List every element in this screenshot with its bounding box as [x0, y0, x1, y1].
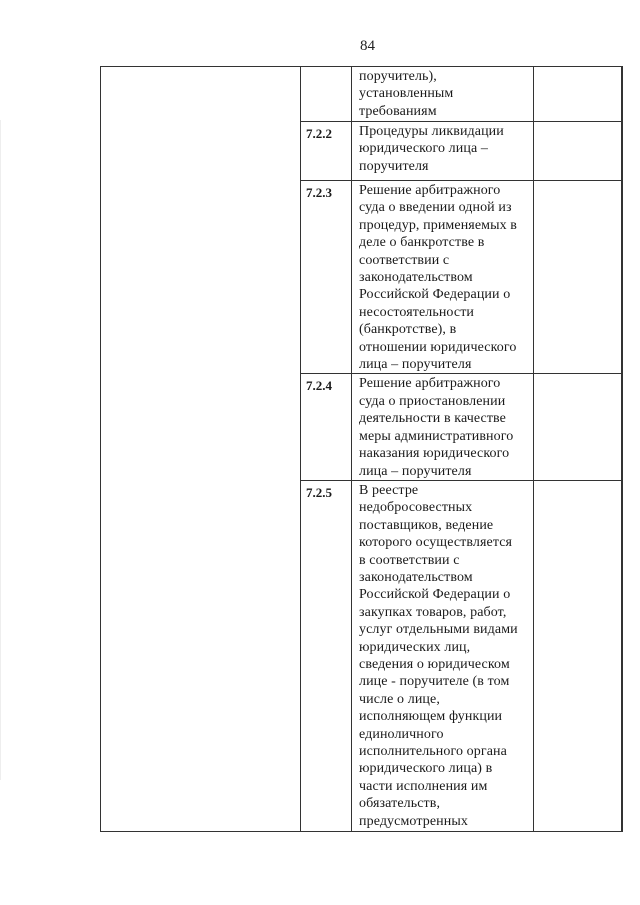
conditions-table	[100, 66, 623, 832]
item-text-line: (банкротстве), в	[359, 322, 457, 338]
empty-cell	[534, 480, 622, 831]
item-text-line: лице - поручителе (в том	[359, 674, 510, 690]
empty-cell	[534, 181, 622, 374]
item-text-line: поставщиков, ведение	[359, 517, 494, 533]
item-text-line: лица – поручителя	[359, 357, 472, 373]
item-text-line: исполняющем функции	[359, 709, 503, 725]
item-text-line: отношении юридического	[359, 339, 517, 355]
table-row	[101, 67, 623, 122]
scan-edge-mark	[0, 120, 1, 780]
item-text-line: деятельности в качестве	[359, 411, 506, 427]
item-text-line: услуг отдельными видами	[359, 622, 518, 638]
item-text-line: соответствии с	[359, 252, 450, 268]
item-text-line: суда о введении одной из	[359, 200, 512, 216]
empty-cell	[534, 67, 622, 122]
empty-cell	[622, 122, 623, 181]
item-text-line: требованиям	[359, 103, 437, 119]
item-text-line: Российской Федерации о	[359, 587, 511, 603]
item-number-cell: 7.2.3	[301, 181, 352, 374]
empty-cell	[622, 181, 623, 374]
item-text-line: установленным	[359, 86, 454, 102]
item-text-line: законодательством	[359, 270, 473, 286]
item-text-line: меры административного	[359, 428, 514, 444]
empty-cell	[622, 67, 623, 122]
item-text-line: исполнительного органа	[359, 744, 507, 759]
item-text-line: поручитель),	[359, 69, 437, 84]
item-text-line: поручителя	[359, 158, 429, 174]
item-text-line: обязательств,	[359, 796, 441, 812]
item-text-line: закупках товаров, работ,	[359, 604, 507, 620]
section-cell-empty	[101, 67, 301, 832]
item-text-line: наказания юридического	[359, 446, 510, 462]
item-text-cell	[352, 374, 534, 480]
item-text-cell	[352, 480, 534, 831]
item-text-line: в соответствии с	[359, 552, 460, 568]
empty-cell	[534, 122, 622, 181]
item-text-line: части исполнения им	[359, 778, 488, 794]
empty-cell	[622, 374, 623, 480]
item-text-line: лица – поручителя	[359, 463, 472, 479]
item-number-cell: 7.2.2	[301, 122, 352, 181]
item-text-line: Решение арбитражного	[359, 183, 501, 198]
item-number-cell	[301, 67, 352, 122]
item-text-cell	[352, 181, 534, 374]
item-text-line: Процедуры ликвидации	[359, 124, 504, 139]
item-text-line: процедур, применяемых в	[359, 217, 518, 233]
empty-cell	[622, 480, 623, 831]
item-text-line: числе о лице,	[359, 691, 440, 707]
item-text-line: суда о приостановлении	[359, 393, 506, 409]
item-text-line: законодательством	[359, 569, 473, 585]
empty-cell	[534, 374, 622, 480]
item-text-line: В реестре	[359, 482, 419, 498]
item-text-cell	[352, 67, 534, 122]
page-number: 84	[360, 38, 375, 54]
item-text-line: несостоятельности	[359, 304, 475, 320]
item-text-line: юридического лица) в	[359, 761, 493, 777]
item-text-line: единоличного	[359, 726, 444, 742]
item-text-line: юридических лиц,	[359, 639, 471, 655]
item-text-line: Решение арбитражного	[359, 376, 501, 392]
item-text-line: которого осуществляется	[359, 535, 513, 551]
item-text-line: сведения о юридическом	[359, 656, 510, 672]
item-text-cell	[352, 122, 534, 181]
item-number-cell: 7.2.5	[301, 480, 352, 831]
item-number-cell: 7.2.4	[301, 374, 352, 480]
item-text-line: Российской Федерации о	[359, 287, 511, 303]
item-text-line: деле о банкротстве в	[359, 235, 485, 251]
item-text-line: недобросовестных	[359, 500, 473, 516]
item-text-line: юридического лица –	[359, 141, 488, 157]
item-text-line: предусмотренных	[359, 813, 468, 829]
